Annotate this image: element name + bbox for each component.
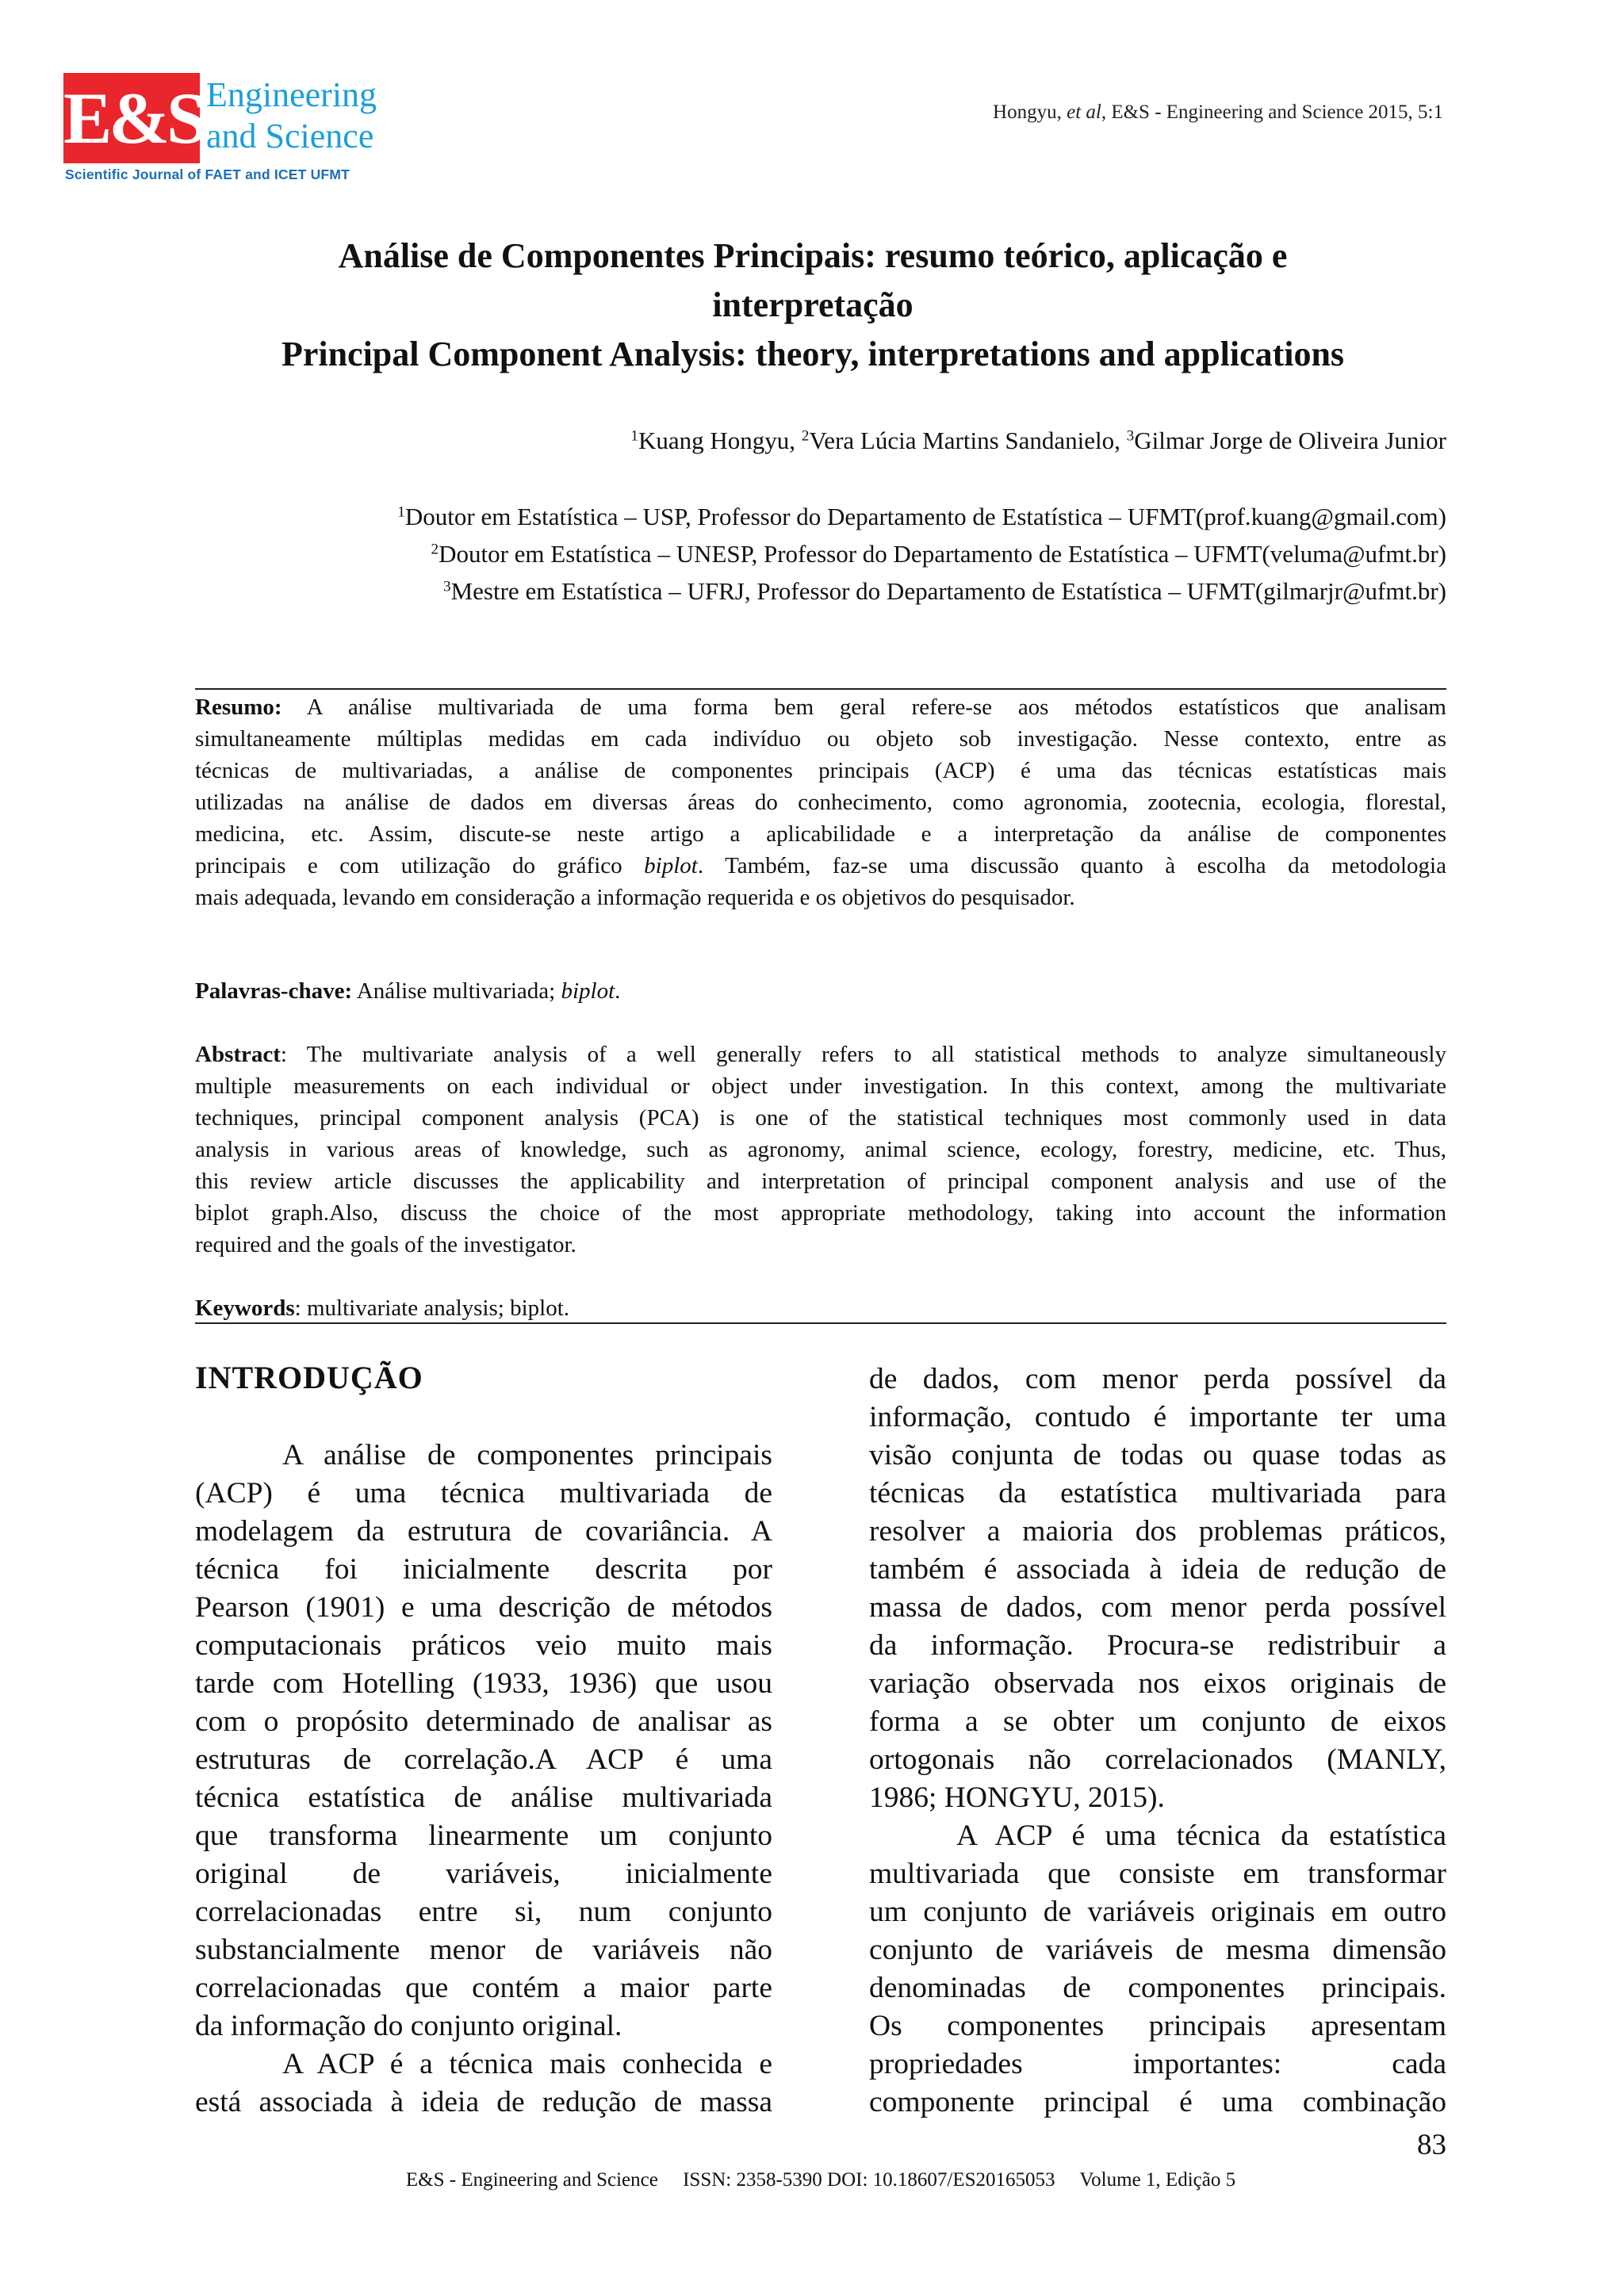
body-line: 1986; HONGYU, 2015). — [869, 1781, 1165, 1814]
body-line: técnica estatística de análise multivariada — [195, 1781, 772, 1814]
affiliation-2-text: Doutor em Estatística – UNESP, Professor do Departamento de Estatística – UFMT(veluma@ufmt.br) — [439, 540, 1446, 568]
logo-name-line2: and Science — [206, 117, 374, 155]
affiliation-1-sup: 1 — [397, 503, 405, 521]
article-title-block — [119, 232, 1507, 379]
body-line: correlacionadas que contém a maior parte — [195, 1972, 772, 2004]
body-line: de dados, com menor perda possível da — [869, 1363, 1446, 1395]
author-3-name: Gilmar Jorge de Oliveira Junior — [1134, 427, 1446, 454]
author-3-sup: 3 — [1126, 427, 1135, 445]
body-line: ortogonais não correlacionados (MANLY, — [869, 1743, 1446, 1776]
body-line: propriedades importantes: cada — [869, 2048, 1446, 2080]
resumo-line6-em: biplot — [644, 853, 698, 878]
running-head — [920, 101, 1443, 124]
body-line: com o propósito determinado de analisar as — [195, 1705, 772, 1738]
body-line: variação observada nos eixos originais de — [869, 1667, 1446, 1700]
body-line: Os componentes principais apresentam — [869, 2010, 1446, 2042]
resumo-line: técnicas de multivariadas, a análise de componentes principais (ACP) é uma das técnicas estatísticas mais — [195, 758, 1446, 783]
keywords — [195, 1292, 1446, 1324]
body-line: computacionais práticos veio muito mais — [195, 1629, 772, 1662]
abstract-bottom-rule — [195, 1322, 1446, 1324]
body-line: estruturas de correlação.A ACP é uma — [195, 1743, 772, 1776]
abstract-line: multiple measurements on each individual or object under investigation. In this context, among the multivariate — [195, 1073, 1446, 1099]
body-line: forma a se obter um conjunto de eixos — [869, 1705, 1446, 1738]
body-line: modelagem da estrutura de covariância. A — [195, 1515, 772, 1548]
body-line: correlacionadas entre si, num conjunto — [195, 1896, 772, 1928]
abstract-line — [195, 1039, 1446, 1070]
body-line: componente principal é uma combinação — [869, 2086, 1446, 2118]
title-pt-line1: Análise de Componentes Principais: resumo teórico, aplicação e — [338, 236, 1288, 275]
body-line: um conjunto de variáveis originais em outro — [869, 1896, 1446, 1928]
body-line: A análise de componentes principais — [282, 1439, 772, 1471]
journal-logo — [63, 73, 396, 192]
resumo-line: medicina, etc. Assim, discute-se neste artigo a aplicabilidade e a interpretação da análise de componentes — [195, 821, 1446, 847]
abstract-line: analysis in various areas of knowledge, such as agronomy, animal science, ecology, forestry, medicine, etc. Thus, — [195, 1137, 1446, 1162]
body-line: da informação do conjunto original. — [195, 2010, 622, 2042]
running-head-pre: Hongyu, — [993, 101, 1067, 123]
author-2-name: Vera Lúcia Martins Sandanielo, — [809, 427, 1127, 454]
abstract-line: biplot graph.Also, discuss the choice of the most appropriate methodology, taking into account the information — [195, 1200, 1446, 1226]
body-line: original de variáveis, inicialmente — [195, 1858, 772, 1890]
body-line: A ACP é uma técnica da estatística — [956, 1820, 1446, 1852]
resumo-line — [195, 691, 1446, 723]
body-line: multivariada que consiste em transformar — [869, 1858, 1446, 1890]
affiliation-2 — [159, 535, 1446, 572]
body-line: Pearson (1901) e uma descrição de métodos — [195, 1591, 772, 1624]
resumo-line6-pre: principais e com utilização do gráfico — [195, 853, 645, 878]
resumo-paragraph — [195, 691, 1446, 913]
resumo-line6-post: . Também, faz-se uma discussão quanto à escolha da metodologia — [697, 853, 1446, 878]
abstract-line-text: : The multivariate analysis of a well generally refers to all statistical methods to analyze simultaneously — [280, 1042, 1446, 1067]
page-footer: E&S - Engineering and Science ISSN: 2358-5390 DOI: 10.18607/ES20165053 Volume 1, Edição 5 — [405, 2169, 1236, 2191]
author-1-name: Kuang Hongyu, — [638, 427, 802, 454]
resumo-line: utilizadas na análise de dados em diversas áreas do conhecimento, como agronomia, zootecnia, ecologia, florestal, — [195, 790, 1446, 815]
author-2-sup: 2 — [801, 427, 810, 445]
body-line: massa de dados, com menor perda possível — [869, 1591, 1446, 1624]
affiliation-2-sup: 2 — [431, 541, 439, 558]
resumo-line — [195, 850, 1446, 882]
body-line: técnicas da estatística multivariada para — [869, 1477, 1446, 1510]
body-line: denominadas de componentes principais. — [869, 1972, 1446, 2004]
body-line: informação, contudo é importante ter uma — [869, 1401, 1446, 1433]
body-line: (ACP) é uma técnica multivariada de — [195, 1477, 772, 1510]
page-number: 83 — [1417, 2129, 1446, 2161]
running-head-post: , E&S - Engineering and Science 2015, 5:1 — [1101, 101, 1443, 123]
resumo-line-text: A análise multivariada de uma forma bem geral refere-se aos métodos estatísticos que analisam — [282, 695, 1446, 720]
affiliation-3-text: Mestre em Estatística – UFRJ, Professor do Departamento de Estatística – UFMT(gilmarjr@ufmt.br) — [450, 577, 1446, 605]
keywords-text: : multivariate analysis; biplot. — [294, 1295, 570, 1321]
abstract-line: this review article discusses the applicability and interpretation of principal component analysis and use of the — [195, 1169, 1446, 1194]
palavras-chave-em: biplot — [561, 978, 615, 1004]
palavras-chave — [195, 975, 1446, 1007]
body-line: que transforma linearmente um conjunto — [195, 1820, 772, 1852]
running-head-em: et al — [1067, 101, 1101, 123]
keywords-label: Keywords — [195, 1295, 295, 1321]
body-line: conjunto de variáveis de mesma dimensão — [869, 1934, 1446, 1966]
palavras-chave-end: . — [615, 978, 621, 1004]
body-line: visão conjunta de todas ou quase todas as — [869, 1439, 1446, 1471]
abstract-line: required and the goals of the investigator. — [195, 1232, 576, 1257]
resumo-line: mais adequada, levando em consideração a informação requerida e os objetivos do pesquisador. — [195, 885, 1075, 910]
logo-tagline: Scientific Journal of FAET and ICET UFMT — [65, 166, 350, 182]
affiliation-list — [159, 498, 1446, 610]
palavras-chave-label: Palavras-chave: — [195, 978, 353, 1004]
abstract-paragraph — [195, 1039, 1446, 1261]
body-line: também é associada à ideia de redução de — [869, 1553, 1446, 1586]
abstract-line: techniques, principal component analysis (PCA) is one of the statistical techniques most commonly used in data — [195, 1105, 1446, 1131]
resumo-label: Resumo: — [195, 695, 282, 720]
author-1-sup: 1 — [630, 427, 638, 445]
abstract-label: Abstract — [195, 1042, 281, 1067]
affiliation-3 — [159, 572, 1446, 610]
abstract-top-rule — [195, 688, 1446, 690]
logo-journal-name — [206, 75, 377, 157]
body-line: técnica foi inicialmente descrita por — [195, 1553, 772, 1586]
title-en: Principal Component Analysis: theory, interpretations and applications — [281, 335, 1345, 373]
body-line: está associada à ideia de redução de massa — [195, 2086, 772, 2118]
logo-name-line1: Engineering — [206, 75, 377, 114]
section-heading-introducao: INTRODUÇÃO — [195, 1360, 423, 1395]
affiliation-1-text: Doutor em Estatística – USP, Professor do Departamento de Estatística – UFMT(prof.kuang@gmail.com) — [404, 503, 1446, 530]
body-line: substancialmente menor de variáveis não — [195, 1934, 772, 1966]
author-list — [190, 427, 1446, 455]
affiliation-1 — [159, 498, 1446, 535]
body-column-left — [195, 1437, 772, 2122]
affiliation-3-sup: 3 — [443, 578, 451, 595]
body-line: da informação. Procura-se redistribuir a — [869, 1629, 1446, 1662]
body-line: A ACP é a técnica mais conhecida e — [282, 2048, 772, 2080]
title-pt-line2: interpretação — [712, 285, 914, 324]
body-column-right — [869, 1360, 1446, 2122]
body-line: resolver a maioria dos problemas práticos, — [869, 1515, 1446, 1548]
palavras-chave-text: Análise multivariada; — [352, 978, 561, 1004]
resumo-line: simultaneamente múltiplas medidas em cada indivíduo ou objeto sob investigação. Nesse contexto, entre as — [195, 726, 1446, 752]
logo-mark: E&S — [63, 78, 205, 159]
body-line: tarde com Hotelling (1933, 1936) que usou — [195, 1667, 772, 1700]
